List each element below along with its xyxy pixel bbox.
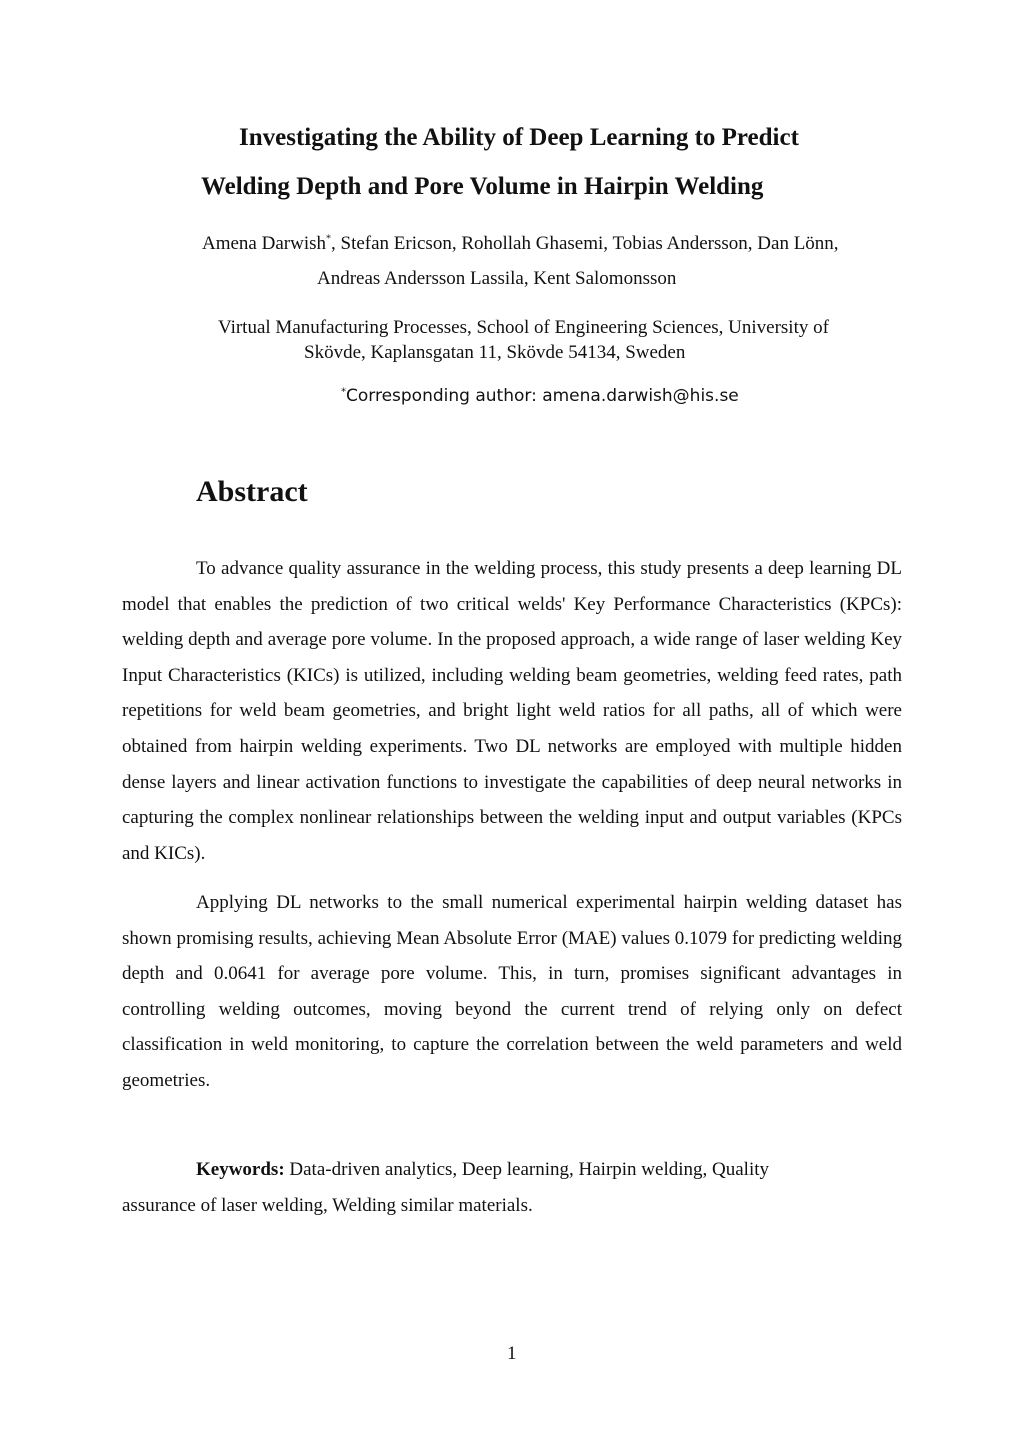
abstract-heading: Abstract [196,475,308,508]
affiliation-line-1: Virtual Manufacturing Processes, School of Engineering Sciences, University of [218,317,829,338]
affiliation-line-2: Skövde, Kaplansgatan 11, Skövde 54134, Sweden [304,342,686,363]
paper-title-line-1: Investigating the Ability of Deep Learning to Predict [239,124,799,151]
author-list-line-1 [202,232,839,256]
corresponding-author-mark: * [326,233,331,245]
corresponding-author-text: Corresponding author: amena.darwish@his.se [346,386,739,406]
keywords-text: Data-driven analytics, Deep learning, Hairpin welding, Quality assurance of laser welding, Welding similar materials. [122,1159,769,1216]
first-author: Amena Darwish [202,233,326,254]
corresponding-mark: * [341,386,346,398]
keywords [122,1152,822,1223]
co-authors: , Stefan Ericson, Rohollah Ghasemi, Tobias Andersson, Dan Lönn, [331,233,839,254]
abstract-paragraph-1: To advance quality assurance in the welding process, this study presents a deep learning DL model that enables the prediction of two critical welds' Key Performance Characteristics (KPCs): welding depth and average pore volume. In the proposed approach, a wide range of laser welding Key Input Characteristics (KICs) is utilized, including welding beam geometries, welding feed rates, path repetitions for weld beam geometries, and bright light weld ratios for all paths, all of which were obtained from hairpin welding experiments. Two DL networks are employed with multiple hidden dense layers and linear activation functions to investigate the capabilities of deep neural networks in capturing the complex nonlinear relationships between the welding input and output variables (KPCs and KICs). [122,558,902,864]
author-list-line-2: Andreas Andersson Lassila, Kent Salomonsson [317,268,677,289]
paper-title-line-2: Welding Depth and Pore Volume in Hairpin Welding [201,173,764,200]
abstract-paragraph-2: Applying DL networks to the small numerical experimental hairpin welding dataset has shown promising results, achieving Mean Absolute Error (MAE) values 0.1079 for predicting welding depth and 0.0641 for average pore volume. This, in turn, promises significant advantages in controlling welding outcomes, moving beyond the current trend of relying only on defect classification in weld monitoring, to capture the correlation between the weld parameters and weld geometries. [122,892,902,1091]
keywords-label: Keywords: [196,1159,285,1180]
page-number: 1 [507,1343,517,1364]
corresponding-author [341,384,739,408]
